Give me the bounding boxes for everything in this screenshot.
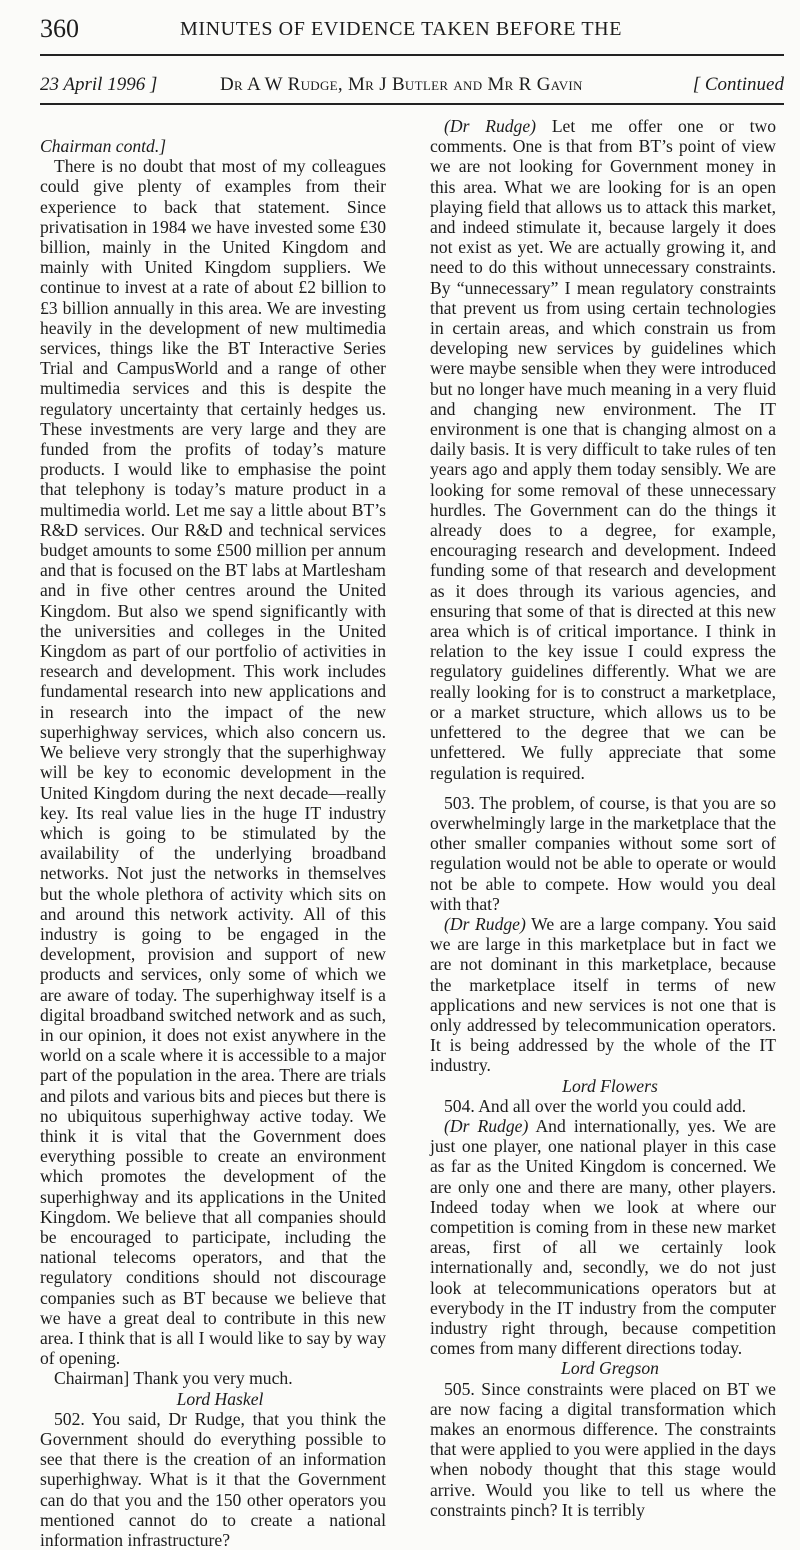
question-504: 504. And all over the world you could add. (444, 1095, 746, 1116)
question-505: 505. Since constraints were placed on BT we are now facing a digital transformation which makes an enormous difference. The constraints that were applied to you were applied in the days when nobody thought that this stage would arrive. Would you like to tell us where the constraints pinch? It is terribly (430, 1378, 776, 1520)
answer-503-speaker: (Dr Rudge) (444, 913, 526, 934)
page-number: 360 (40, 14, 79, 43)
answer-502-text: Let me offer one or two comments. One is that from BT’s point of view we are not looking for Government money in this area. What we are looking for is an open playing field that allows us to attack this market, and indeed stimulate it, because largely it does not exist as yet. We are actually growing it, and need to do this without unnecessary constraints. By “unnecessary” I mean regulatory constraints that prevent us from using certain technologies in certain areas, and which constrain us from developing new services by guidelines which were maybe sensible when they were introduced but no longer have much meaning in a very fluid and changing new environment. The IT environment is one that is changing almost on a daily basis. It is very difficult to take rules of ten years ago and apply them today sensibly. We are looking for some removal of these unnecessary hurdles. The Government can do the things it already does to a degree, for example, encouraging research and development. Indeed funding some of that research and development as it does through its various agencies, and ensuring that some of that is directed at this new area which is of critical importance. I think in relation to the key issue I could express the regulatory guidelines differently. What we are really looking for is to construct a marketplace, or a market structure, which allows us to be unfettered to the degree that we can be unfettered. We fully appreciate that some regulation is required. (430, 116, 776, 783)
answer-504 (430, 1116, 776, 1358)
speaker-heading-flowers: Lord Flowers (562, 1075, 658, 1096)
answer-502-speaker: (Dr Rudge) (444, 116, 537, 136)
page-header (40, 14, 780, 44)
answer-502 (430, 116, 776, 783)
header-rule-bottom (40, 103, 784, 105)
sub-header (40, 74, 784, 98)
continued-label: [ Continued (692, 74, 784, 95)
answer-503-text: We are a large company. You said we are large in this marketplace but in fact we are not dominant in this marketplace, because the marketplace itself in terms of new applications and new services is not one that is only addressed by telecommunication operators. It is being addressed by the whole of the IT industry. (430, 913, 776, 1076)
question-502: 502. You said, Dr Rudge, that you think the Government should do everything possible to see that there is the creation of an information superhighway. What is it that the Government can do that you and the 150 other operators you mentioned cannot do to create a national information infrastructure? (40, 1408, 386, 1550)
chairman-contd: Chairman contd.] (40, 136, 167, 156)
answer-503 (430, 914, 776, 1076)
session-date: 23 April 1996 ] (40, 74, 158, 95)
right-column (430, 116, 776, 1520)
left-column (40, 136, 386, 1550)
question-503: 503. The problem, of course, is that you are so overwhelmingly large in the marketplace that the other smaller companies without some sort of regulation would not be able to operate or would not be able to compete. How would you deal with that? (430, 792, 776, 914)
speaker-heading-gregson: Lord Gregson (561, 1358, 659, 1379)
header-rule-top (40, 54, 784, 56)
speaker-heading-haskel: Lord Haskel (176, 1388, 264, 1409)
paragraph-chairman-thanks: Chairman] Thank you very much. (54, 1368, 293, 1389)
witness-names: Dr A W Rudge, Mr J Butler and Mr R Gavin (220, 74, 583, 95)
answer-504-text: And internationally, yes. We are just one player, one national player in this case as far as the United Kingdom is concerned. We are only one and there are many, other players. Indeed today when we look at where our competition is coming from in these new market areas, first of all we certainly look internationally and, secondly, we do not just look at telecommunications operators but at everybody in the IT industry from the computer industry right through, because competition comes from many different directions today. (430, 1115, 776, 1359)
running-title: MINUTES OF EVIDENCE TAKEN BEFORE THE (180, 18, 623, 40)
answer-504-speaker: (Dr Rudge) (444, 1115, 529, 1136)
paragraph-chairman-statement: There is no doubt that most of my colleagues could give plenty of examples from their experience to back that statement. Since privatisation in 1984 we have invested some £30 billion, mainly in the United Kingdom and mainly with United Kingdom suppliers. We continue to invest at a rate of about £2 billion to £3 billion annually in this area. We are investing heavily in the development of new multimedia services, things like the BT Interactive Series Trial and CampusWorld and a range of other multimedia services and this is despite the regulatory uncertainty that certainly hedges us. These investments are very large and they are funded from the profits of today’s mature products. I would like to emphasise the point that telephony is today’s mature product in a multimedia world. Let me say a little about BT’s R&D services. Our R&D and technical services budget amounts to some £500 million per annum and that is focused on the BT labs at Martlesham and in five other centres around the United Kingdom. But also we spend significantly with the universities and colleges in the United Kingdom as part of our portfolio of activities in research and development. This work includes fundamental research into new applications and in research into the impact of the new superhighway services, which also concern us. We believe very strongly that the superhighway will be key to economic development in the United Kingdom during the next decade—really key. Its real value lies in the huge IT industry which is going to be stimulated by the availability of the underlying broadband networks. Not just the networks in themselves but the whole plethora of activity which sits on and around this network activity. All of this industry is going to be engaged in the development, provision and support of new products and services, only some of which we are aware of today. The superhighway itself is a digital broadband switched network and as such, in our opinion, it does not exist anywhere in the world on a scale where it is accessible to a major part of the population in the area. There are trials and pilots and various bits and pieces but there is no ubiquitous superhighway active today. We think it is vital that the Government does everything possible to create an environment which promotes the development of the superhighway and its applications in the United Kingdom. We believe that all companies should be encouraged to participate, including the national telecoms operators, and that the regulatory conditions should not discourage companies such as BT because we believe that we have a great deal to contribute in this new area. I think that is all I would like to say by way of opening. (40, 156, 386, 1369)
